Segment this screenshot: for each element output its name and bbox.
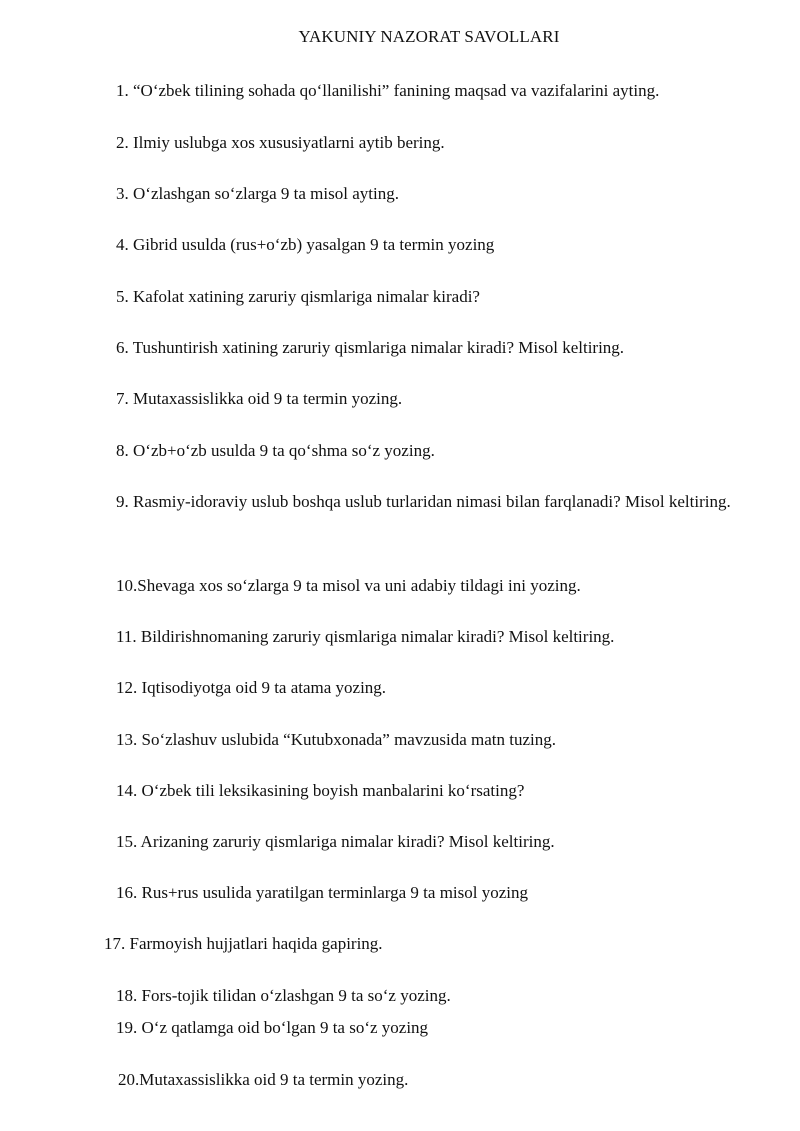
question-1: 1. “O‘zbek tilining sohada qo‘llanilishi” fanining maqsad va vazifalarini ayting. (116, 81, 660, 100)
question-20: 20.Mutaxassislikka oid 9 ta termin yozing. (118, 1070, 409, 1089)
question-6: 6. Tushuntirish xatining zaruriy qismlariga nimalar kiradi? Misol keltiring. (116, 338, 625, 357)
question-8: 8. O‘zb+o‘zb usulda 9 ta qo‘shma so‘z yozing. (116, 441, 435, 460)
question-7: 7. Mutaxassislikka oid 9 ta termin yozing. (116, 389, 403, 408)
question-5: 5. Kafolat xatining zaruriy qismlariga nimalar kiradi? (116, 287, 480, 306)
question-17: 17. Farmoyish hujjatlari haqida gapiring. (104, 934, 383, 953)
question-11: 11. Bildirishnomaning zaruriy qismlariga nimalar kiradi? Misol keltiring. (116, 627, 615, 646)
question-12: 12. Iqtisodiyotga oid 9 ta atama yozing. (116, 678, 387, 697)
question-15: 15. Arizaning zaruriy qismlariga nimalar kiradi? Misol keltiring. (116, 832, 555, 851)
question-13: 13. So‘zlashuv uslubida “Kutubxonada” mavzusida matn tuzing. (116, 730, 557, 749)
question-2: 2. Ilmiy uslubga xos xususiyatlarni aytib bering. (116, 133, 445, 152)
question-14: 14. O‘zbek tili leksikasining boyish manbalarini ko‘rsating? (116, 781, 525, 800)
question-9: 9. Rasmiy-idoraviy uslub boshqa uslub turlaridan nimasi bilan farqlanadi? Misol keltiring. (116, 492, 731, 511)
question-4: 4. Gibrid usulda (rus+o‘zb) yasalgan 9 ta termin yozing (116, 235, 495, 254)
question-19: 19. O‘z qatlamga oid bo‘lgan 9 ta so‘z yozing (116, 1018, 429, 1037)
page-title: YAKUNIY NAZORAT SAVOLLARI (298, 27, 560, 46)
question-18: 18. Fors-tojik tilidan o‘zlashgan 9 ta so‘z yozing. (116, 986, 451, 1005)
question-10: 10.Shevaga xos so‘zlarga 9 ta misol va uni adabiy tildagi ini yozing. (116, 576, 581, 595)
question-16: 16. Rus+rus usulida yaratilgan terminlarga 9 ta misol yozing (116, 883, 529, 902)
question-3: 3. O‘zlashgan so‘zlarga 9 ta misol ayting. (116, 184, 399, 203)
